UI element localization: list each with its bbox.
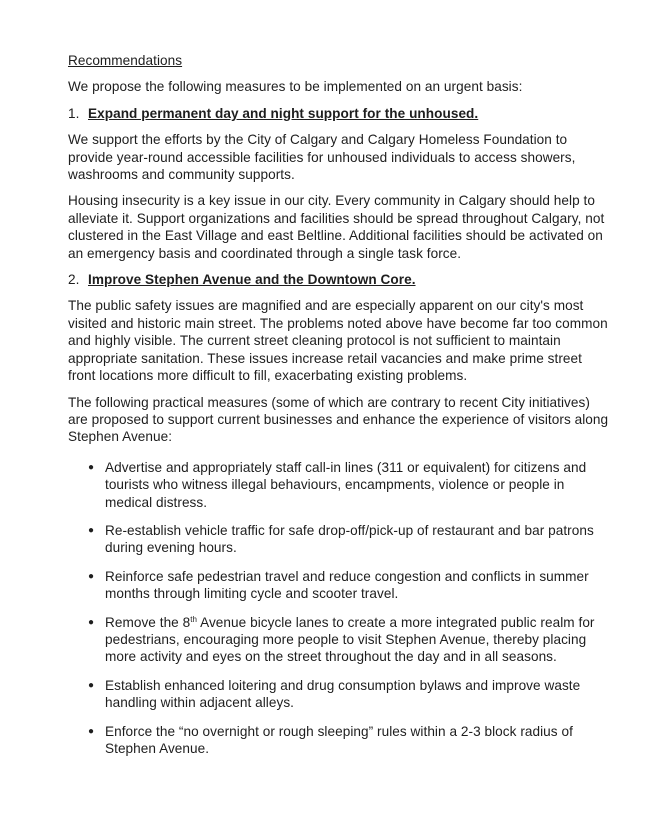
bullet-icon: ● [88,679,95,691]
list-item [68,459,613,511]
list-item-text: Reinforce safe pedestrian travel and reduce congestion and conflicts in summer months through limiting cycle and scooter travel. [105,568,589,602]
list-item-text [105,615,595,665]
list-item [68,677,613,712]
bullet-icon: ● [88,570,95,582]
list-item-text: Establish enhanced loitering and drug consumption bylaws and improve waste handling within adjacent alleys. [105,677,581,711]
list-number: 2. [68,272,80,288]
list-item [68,568,613,603]
bullet-list [68,459,613,758]
document-body [68,52,613,768]
list-number: 1. [68,105,80,121]
numbered-heading-title: Improve Stephen Avenue and the Downtown Core. [88,272,416,288]
list-item [68,614,613,666]
list-item-text: Advertise and appropriately staff call-in lines (311 or equivalent) for citizens and tourists who witness illegal behaviours, encampments, violence or people in medical distress. [105,459,587,510]
numbered-heading-2 [68,271,613,288]
section-heading: Recommendations [68,53,183,68]
ordinal-superscript: th [190,614,198,624]
numbered-heading-1 [68,105,613,122]
list-item-text-after: Avenue bicycle lanes to create a more integrated public realm for pedestrians, encouraging more people to visit Stephen Avenue, thereby placing more activity and eyes on the street throughout the day and in all seasons. [105,614,595,665]
list-item-text-before: Remove the 8 [105,614,191,630]
bullet-icon: ● [88,616,95,628]
list-item [68,723,613,758]
list-item-text: Enforce the “no overnight or rough sleeping” rules within a 2-3 block radius of Stephen Avenue. [105,723,573,756]
body-paragraph: The following practical measures (some of which are contrary to recent City initiatives) are proposed to support current businesses and enhance the experience of visitors along Stephen Avenue: [68,394,609,445]
body-paragraph: Housing insecurity is a key issue in our city. Every community in Calgary should help to alleviate it. Support organizations and facilities should be spread throughout Calgary, not clustered in the East Village and east Beltline. Additional facilities should be activated on an emergency basis and coordinated through a single task force. [68,193,605,261]
intro-paragraph: We propose the following measures to be implemented on an urgent basis: [68,79,523,95]
bullet-icon: ● [88,725,95,737]
bullet-icon: ● [88,524,95,536]
body-paragraph: The public safety issues are magnified and are especially apparent on our city's most visited and historic main street. The problems noted above have become far too common and highly visible. The current street cleaning protocol is not sufficient to maintain appropriate sanitation. These issues increase retail vacancies and make prime street front locations more difficult to fill, exacerbating existing problems. [68,298,608,384]
bullet-icon: ● [88,461,95,473]
numbered-heading-title: Expand permanent day and night support for the unhoused. [88,105,479,121]
list-item [68,522,613,557]
body-paragraph: We support the efforts by the City of Calgary and Calgary Homeless Foundation to provide year-round accessible facilities for unhoused individuals to access showers, washrooms and community supports. [68,132,576,183]
list-item-text: Re-establish vehicle traffic for safe drop-off/pick-up of restaurant and bar patrons during evening hours. [105,522,594,556]
